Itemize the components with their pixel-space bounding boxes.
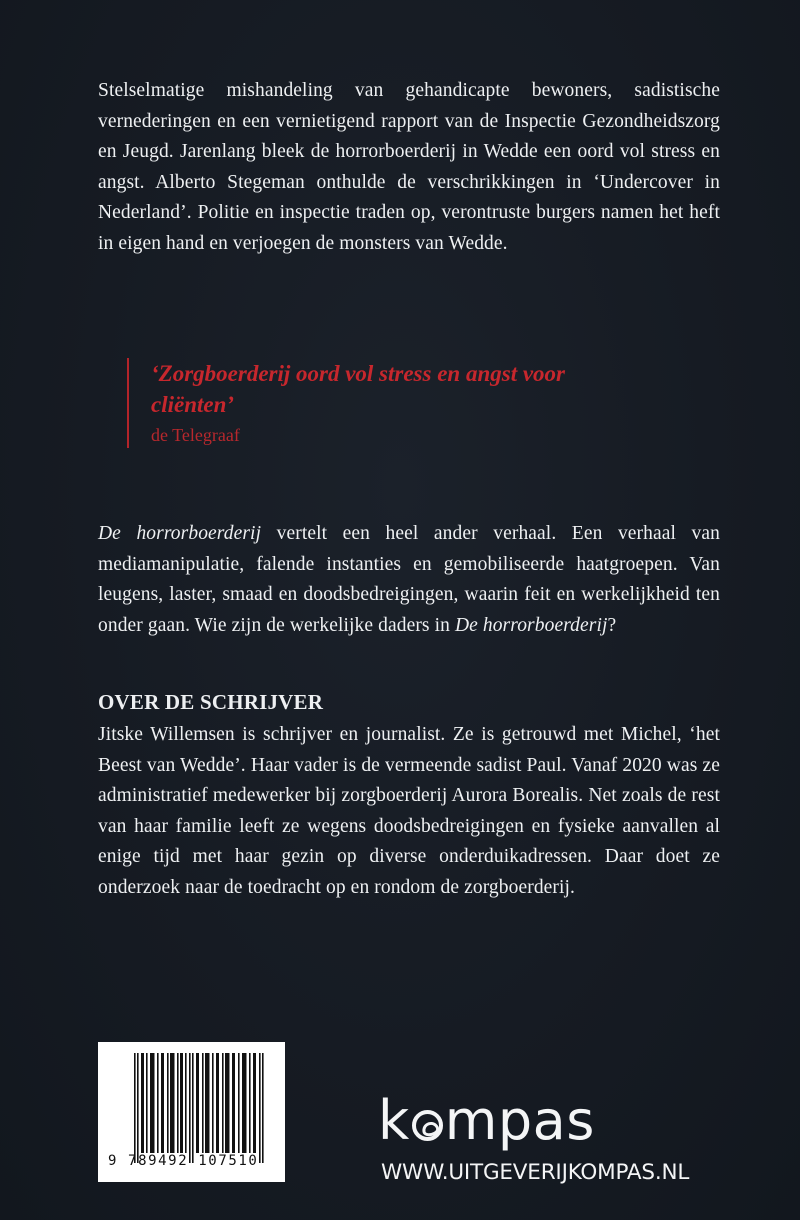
publisher-logo <box>378 1089 595 1152</box>
logo-k: k <box>378 1089 410 1152</box>
isbn-barcode <box>98 1042 285 1182</box>
publisher-url: WWW.UITGEVERIJKOMPAS.NL <box>381 1160 690 1185</box>
author-heading: OVER DE SCHRIJVER <box>98 690 324 714</box>
author-paragraph: Jitske Willemsen is schrijver en journalist. Ze is getrouwd met Michel, ‘het Beest van Wedde’. Haar vader is de vermeende sadist Paul. Vanaf 2020 was ze administratief medewerker bij zorgboerderij Aurora Borealis. Net zoals de rest van haar familie leeft ze wegens doodsbedreigingen en fysieke aanvallen al enige tijd met haar gezin op diverse onderduikadressen. Daar doet ze onderzoek naar de toedracht op en rondom de zorgboerderij. <box>98 724 720 898</box>
blurb-paragraph <box>98 519 720 641</box>
logo-rest: mpas <box>444 1089 595 1152</box>
blurb-text: vertelt een heel ander verhaal. Een verhaal van mediamanipulatie, falende instanties en gemobiliseerde haatgroepen. Van leugens, laster, smaad en doodsbedreigingen, waarin feit en werkelijkheid ten onder gaan. Wie zijn de werkelijke daders in <box>98 523 720 636</box>
quote-source: de Telegraaf <box>151 425 240 445</box>
isbn-number: 9 789492 107510 <box>108 1153 259 1169</box>
compass-eye-icon <box>412 1110 443 1141</box>
quote-text: ‘Zorgboerderij oord vol stress en angst voor cliënten’ <box>151 361 565 417</box>
blurb-text-end: ? <box>607 614 617 636</box>
barcode-bars-icon <box>124 1053 269 1163</box>
intro-paragraph: Stelselmatige mishandeling van gehandicapte bewoners, sadistische vernederingen en een vernietigend rapport van de Inspectie Gezondheidszorg en Jeugd. Jarenlang bleek de horrorboerderij in Wedde een oord vol stress en angst. Alberto Stegeman onthulde de verschrikkingen in ‘Undercover in Nederland’. Politie en inspectie traden op, verontruste burgers namen het heft in eigen hand en verjoegen de monsters van Wedde. <box>98 80 720 254</box>
press-quote <box>127 358 631 448</box>
book-title-italic: De horrorboerderij <box>454 614 608 636</box>
book-title-italic: De horrorboerderij <box>98 523 262 544</box>
